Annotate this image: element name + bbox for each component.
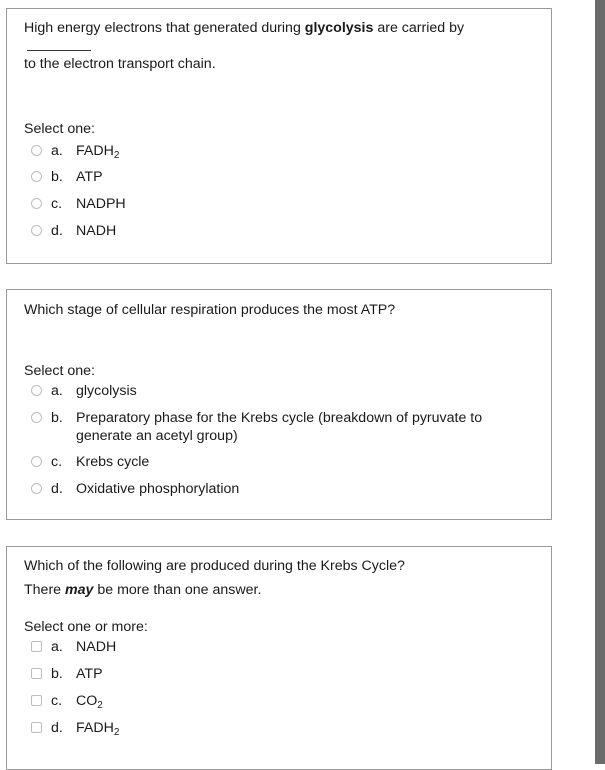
checkbox[interactable] [31,722,42,733]
radio-button[interactable] [31,145,42,156]
question-card-2: Which stage of cellular respiration produces the most ATP? Select one: a. glycolysis b. Preparatory phase for the Krebs cycle (breakdown of pyruvate to generate an acetyl group) c. Krebs cycle d. Oxidative phosphorylation [6,289,552,520]
page-scrollbar[interactable] [595,0,605,764]
checkbox[interactable] [31,695,42,706]
question-card-3: Which of the following are produced during the Krebs Cycle? There may be more than one answer. Select one or more: a. NADH b. ATP c. $CO_2$ d. $FADH_2$ [6,546,552,770]
fill-blank-line [27,37,91,51]
question-text: Which stage of cellular respiration produces the most ATP? [24,302,396,318]
radio-button[interactable] [31,456,42,467]
select-prompt: Select one: [24,121,95,137]
select-prompt: Select one: [24,363,95,379]
checkbox[interactable] [31,668,42,679]
radio-button[interactable] [31,198,42,209]
checkbox[interactable] [31,641,42,652]
radio-button[interactable] [31,483,42,494]
select-prompt: Select one or more: [24,619,148,635]
question-card-1: High energy electrons that generated during glycolysis are carried by to the electron transport chain. Select one: a. $FADH_2$ b. ATP c. NADPH d. NADH [6,8,552,264]
radio-button[interactable] [31,171,42,182]
question-note: There may be more than one answer. [24,582,262,598]
question-text: High energy electrons that generated during glycolysis are carried by to the electron transport chain. [24,20,465,72]
question-text: Which of the following are produced during the Krebs Cycle? [24,558,405,574]
radio-button[interactable] [31,385,42,396]
radio-button[interactable] [31,412,42,423]
radio-button[interactable] [31,225,42,236]
